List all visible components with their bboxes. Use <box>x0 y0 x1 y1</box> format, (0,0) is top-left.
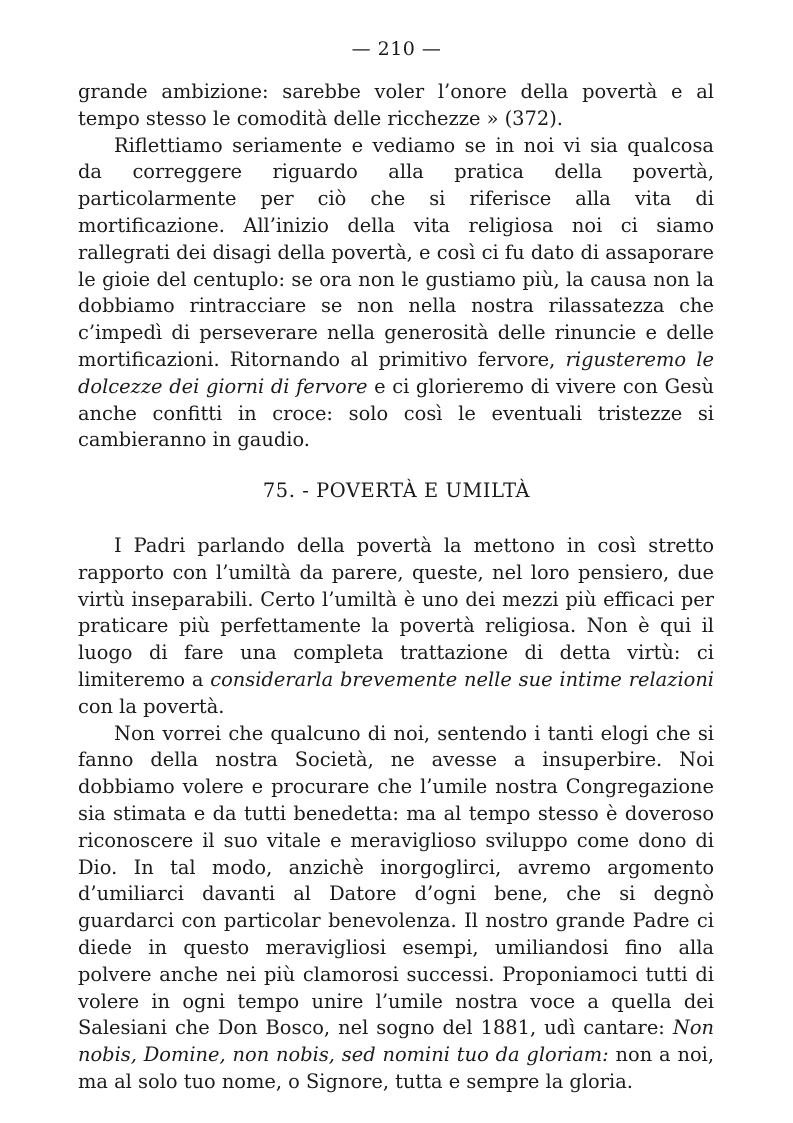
section-text <box>78 533 714 1096</box>
paragraph <box>78 721 714 1096</box>
latin-quote: Non nobis, Domine, non nobis, sed nomini tuo da gloriam: <box>78 1016 714 1067</box>
continuation-text <box>78 79 714 454</box>
paragraph-text: non a noi, ma al solo tuo nome, o Signore, tutta e sempre la gloria. <box>78 1043 714 1093</box>
paragraph-text: e ci glorieremo di vivere con Gesù anche confitti in croce: solo così le eventuali tristezze si cambieranno in gaudio. <box>78 374 714 452</box>
paragraph <box>78 533 714 721</box>
page-number: — 210 — <box>351 38 442 60</box>
paragraph-text: con la povertà. <box>78 694 225 718</box>
paragraph-text: grande ambizione: sarebbe voler l’onore della povertà e al tempo stesso le comodità delle ricchezze » (372). <box>78 80 714 130</box>
paragraph-text: I Padri parlando della povertà la mettono in così stretto rapporto con l’umiltà da parere, queste, nel loro pensiero, due virtù inseparabili. Certo l’umiltà è uno dei mezzi più efficaci per praticare più perfettamente la povertà religiosa. Non è qui il luogo di fare una completa trattazione di detta virtù: ci limiteremo a <box>78 534 714 691</box>
paragraph-text: Riflettiamo seriamente e vediamo se in noi vi sia qualcosa da correggere riguardo alla pratica della povertà, particolarmente per ciò che si riferisce alla vita di mortificazione. All’inizio della vita religiosa noi ci siamo rallegrati dei disagi della povertà, e così ci fu dato di assaporare le gioie del centuplo: se ora non le gustiamo più, la causa non la dobbiamo rintracciare se non nella nostra rilassatezza che c’impedì di perseverare nella generosità delle rinuncie e delle mortificazioni. Ritornando al primitivo fervore, <box>78 133 714 371</box>
paragraph-text: Non vorrei che qualcuno di noi, sentendo i tanti elogi che si fanno della nostra Società, ne avesse a insuperbire. Noi dobbiamo volere e procurare che l’umile nostra Congregazione sia stimata e da tutti benedetta: ma al tempo stesso è doveroso riconoscere il suo vitale e meraviglioso sviluppo come dono di Dio. In tal modo, anzichè inorgoglirci, avremo argomento d’umiliarci davanti al Datore d’ogni bene, che si degnò guardarci con particolar benevolenza. Il nostro grande Padre ci diede in questo meravigliosi esempi, umiliandosi fino alla polvere anche nei più clamorosi successi. Proponiamoci tutti di volere in ogni tempo unire l’umile nostra voce a quella dei Salesiani che Don Bosco, nel sogno del 1881, udì cantare: <box>78 721 714 1040</box>
italic-phrase: rigusteremo le dolcezze dei giorni di fervore <box>78 347 714 398</box>
paragraph-continued <box>78 79 714 133</box>
paragraph <box>78 133 714 455</box>
italic-phrase: considerarla brevemente nelle sue intime relazioni <box>210 667 715 691</box>
section-heading: 75. - POVERTÀ E UMILTÀ <box>262 479 531 502</box>
